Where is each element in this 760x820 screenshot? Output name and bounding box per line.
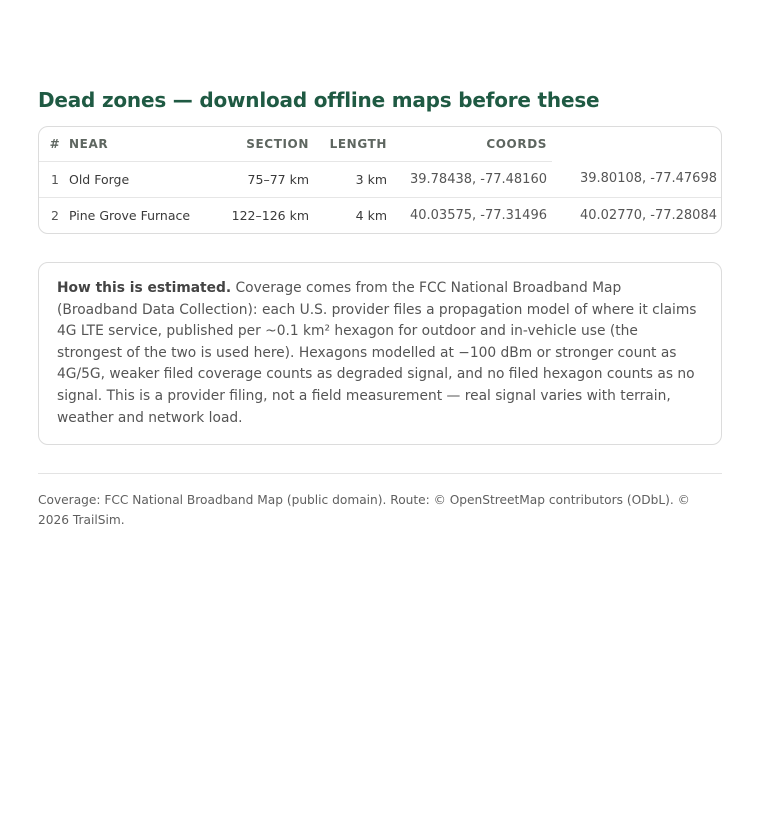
table-row — [39, 197, 722, 233]
row-section: 122–126 km — [231, 207, 309, 223]
header-index: # — [39, 127, 69, 161]
row-length: 3 km — [309, 161, 387, 197]
row-coord-start: 40.03575, -77.31496 — [409, 207, 547, 223]
row-index: 2 — [51, 207, 59, 223]
row-length: 4 km — [355, 207, 387, 223]
row-near: Pine Grove Furnace — [69, 207, 191, 223]
dead-zones-table — [39, 127, 722, 233]
header-coords-end-blank — [552, 127, 722, 161]
table-header-row — [39, 127, 722, 161]
header-section: SECTION — [227, 127, 309, 161]
header-coords: COORDS — [387, 127, 552, 161]
dead-zones-table-card — [38, 126, 722, 234]
attribution-footer: Coverage: FCC National Broadband Map (public domain). Route: © OpenStreetMap contributors (ODbL). © 2026 TrailSim. — [38, 493, 690, 528]
estimation-note-lead: How this is estimated. — [57, 280, 232, 296]
row-index: 1 — [39, 161, 69, 197]
row-coord-end: 39.80108, -77.47698 — [552, 161, 722, 197]
estimation-note-card — [38, 262, 722, 445]
row-section: 75–77 km — [227, 161, 309, 197]
row-coord-start: 39.78438, -77.48160 — [387, 161, 552, 197]
header-length: LENGTH — [309, 127, 387, 161]
row-near: Old Forge — [69, 161, 227, 197]
row-coord-end: 40.02770, -77.28084 — [579, 207, 717, 223]
table-row — [39, 161, 722, 197]
estimation-note-body: Coverage comes from the FCC National Broadband Map (Broadband Data Collection): each U.S. provider files a propagation model of where it claims 4G LTE service, published per ~0.1 km² hexagon for outdoor and in-vehicle use (the strongest of the two is used here). Hexagons modelled at −100 dBm or stronger count as 4G/5G, weaker filed coverage counts as degraded signal, and no filed hexagon counts as no signal. This is a provider filing, not a field measurement — real signal varies with terrain, weather and network load. — [57, 280, 697, 426]
dead-zones-title: Dead zones — download offline maps before these — [38, 88, 600, 112]
header-near: NEAR — [69, 127, 227, 161]
page — [38, 87, 722, 530]
footer-divider — [38, 473, 722, 474]
estimation-note — [57, 278, 703, 429]
